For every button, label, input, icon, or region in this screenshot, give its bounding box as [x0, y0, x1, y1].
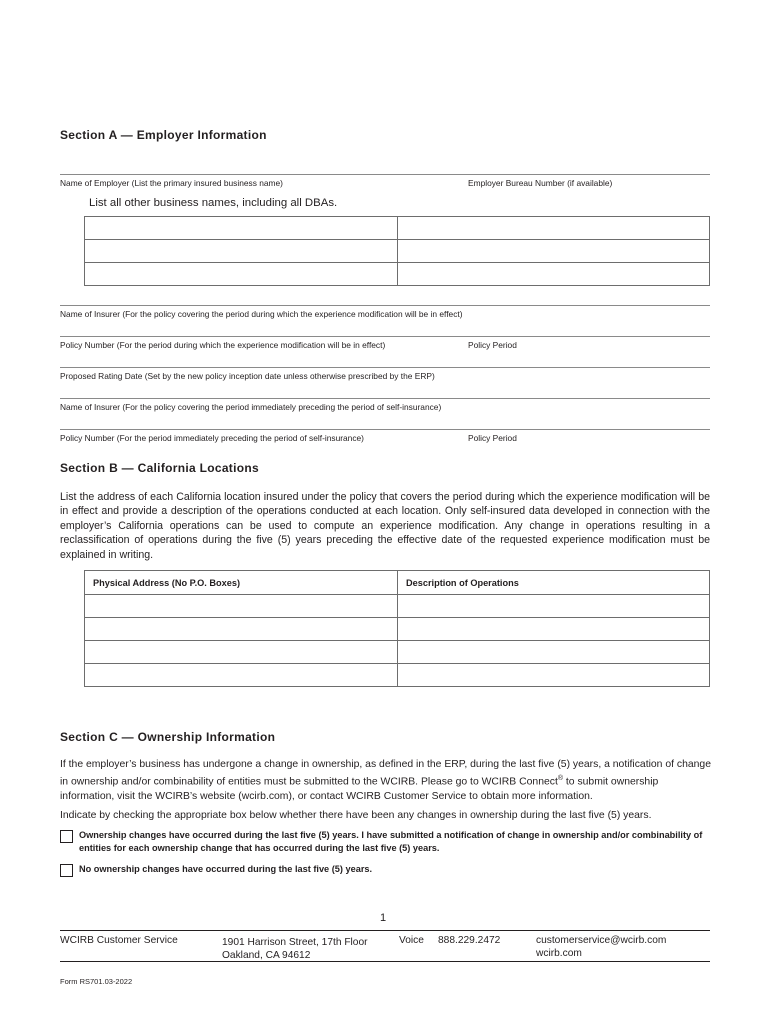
- col-header-address: Physical Address (No P.O. Boxes): [85, 571, 398, 595]
- dba-table: [84, 216, 710, 286]
- dba-cell[interactable]: [398, 263, 710, 286]
- form-id: Form RS701.03-2022: [60, 977, 133, 986]
- policy-number-line[interactable]: [60, 336, 710, 337]
- employer-name-line[interactable]: [60, 174, 710, 175]
- locations-table: [84, 570, 710, 687]
- prior-policy-number-label: Policy Number (For the period immediately preceding the period of self-insurance): [60, 433, 364, 443]
- employer-name-label: Name of Employer (List the primary insured business name): [60, 178, 283, 188]
- footer-email[interactable]: customerservice@wcirb.com: [536, 935, 667, 946]
- prior-policy-number-line[interactable]: [60, 429, 710, 430]
- dba-cell[interactable]: [85, 263, 398, 286]
- footer-org: WCIRB Customer Service: [60, 935, 178, 946]
- footer-phone: 888.229.2472: [438, 935, 501, 946]
- table-row: [85, 595, 710, 618]
- policy-number-label: Policy Number (For the period during which the experience modification will be in effect): [60, 340, 386, 350]
- no-ownership-changes-label: No ownership changes have occurred during the last five (5) years.: [79, 864, 373, 874]
- footer-voice-label: Voice: [399, 935, 424, 946]
- operations-cell[interactable]: [398, 618, 710, 641]
- prior-policy-period-label: Policy Period: [468, 433, 517, 443]
- section-c-paragraph-1-end: to submit ownership information, visit the WCIRB’s website (wcirb.com), or contact WCIRB Customer Service to obtain more information.: [60, 776, 659, 802]
- col-header-operations: Description of Operations: [398, 571, 710, 595]
- footer-bottom-rule: [60, 961, 710, 962]
- dba-cell[interactable]: [85, 240, 398, 263]
- ownership-changes-label: Ownership changes have occurred during the last five (5) years. I have submitted a notification of change in ownership and/or combinability of entities for each ownership change that has occurred during the last five (5) years.: [79, 830, 703, 854]
- section-a-title: Section A — Employer Information: [60, 128, 267, 142]
- no-ownership-changes-checkbox[interactable]: [60, 864, 73, 877]
- section-c-paragraph-2: Indicate by checking the appropriate box below whether there have been any changes in ownership during the last five (5) years.: [60, 810, 652, 821]
- prior-insurer-line[interactable]: [60, 398, 710, 399]
- table-row: [85, 664, 710, 687]
- address-cell[interactable]: [85, 641, 398, 664]
- address-cell[interactable]: [85, 595, 398, 618]
- operations-cell[interactable]: [398, 641, 710, 664]
- insurer-label: Name of Insurer (For the policy covering the period during which the experience modification will be in effect): [60, 309, 463, 319]
- footer-address-line-1: 1901 Harrison Street, 17th Floor: [222, 937, 368, 948]
- page-number: 1: [380, 912, 387, 924]
- dba-cell[interactable]: [398, 240, 710, 263]
- rating-date-line[interactable]: [60, 367, 710, 368]
- table-header-row: [85, 571, 710, 595]
- table-row: [85, 217, 710, 240]
- operations-cell[interactable]: [398, 664, 710, 687]
- section-b-instructions: List the address of each California location insured under the policy that covers the period during which the experience modification will be in effect and provide a description of the operations conducted at each location. Only self-insured data developed in connection with the employer’s California operations can be used to compute an experience modification. Any change in operations resulting in a reclassification of operations during the five (5) years preceding the effective date of the requested experience modification must be explained in writing.: [60, 491, 710, 561]
- operations-cell[interactable]: [398, 595, 710, 618]
- policy-period-label: Policy Period: [468, 340, 517, 350]
- dba-cell[interactable]: [85, 217, 398, 240]
- bureau-number-label: Employer Bureau Number (if available): [468, 178, 613, 188]
- prior-insurer-label: Name of Insurer (For the policy covering the period immediately preceding the period of self-insurance): [60, 402, 442, 412]
- footer-top-rule: [60, 930, 710, 931]
- dba-cell[interactable]: [398, 217, 710, 240]
- insurer-line[interactable]: [60, 305, 710, 306]
- rating-date-label: Proposed Rating Date (Set by the new policy inception date unless otherwise prescribed by the ERP): [60, 371, 435, 381]
- table-row: [85, 240, 710, 263]
- table-row: [85, 641, 710, 664]
- table-row: [85, 618, 710, 641]
- section-b-title: Section B — California Locations: [60, 461, 259, 475]
- section-c-title: Section C — Ownership Information: [60, 730, 276, 744]
- ownership-changes-checkbox[interactable]: [60, 830, 73, 843]
- address-cell[interactable]: [85, 664, 398, 687]
- section-c-paragraph-1-start: If the employer’s business has undergone a change in ownership, as defined in the ERP, during the last five (5) years, a notification of change in ownership and/or combinability of entities must be submitted to the WCIRB. Please go to WCIRB Connect: [60, 759, 711, 788]
- address-cell[interactable]: [85, 618, 398, 641]
- footer-website[interactable]: wcirb.com: [536, 948, 582, 959]
- table-row: [85, 263, 710, 286]
- section-c-paragraph-1: [60, 758, 712, 804]
- dba-instruction: List all other business names, including all DBAs.: [89, 197, 338, 209]
- registered-mark: ®: [557, 775, 563, 783]
- footer-address-line-2: Oakland, CA 94612: [222, 950, 311, 961]
